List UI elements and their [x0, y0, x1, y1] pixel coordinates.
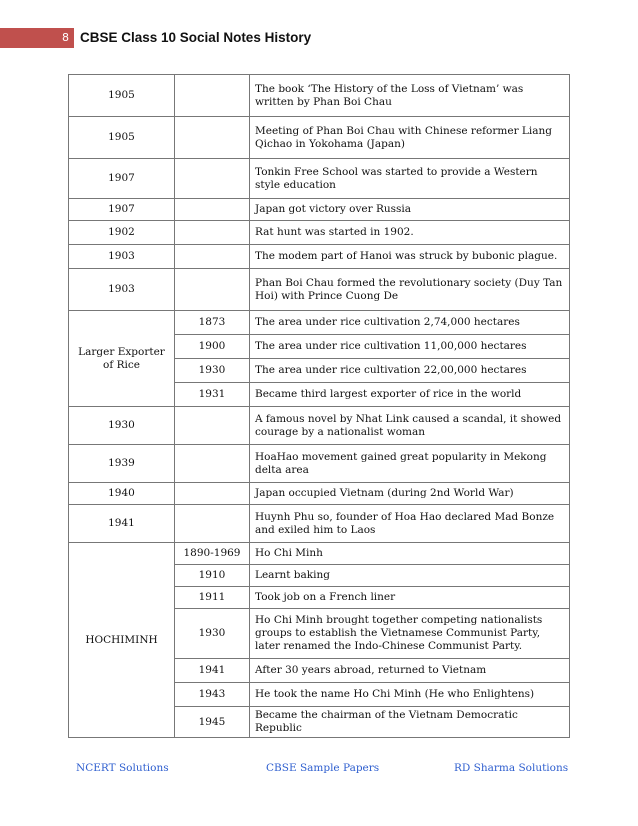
- event-cell: A famous novel by Nhat Link caused a scandal, it showed courage by a nationalist woman: [250, 407, 570, 445]
- ncert-solutions-link[interactable]: NCERT Solutions: [76, 762, 169, 774]
- year-cell: 1903: [69, 245, 175, 269]
- table-row: [69, 245, 570, 269]
- event-cell: After 30 years abroad, returned to Vietnam: [250, 659, 570, 683]
- event-cell: Meeting of Phan Boi Chau with Chinese reformer Liang Qichao in Yokohama (Japan): [250, 117, 570, 159]
- empty-cell: [175, 199, 250, 221]
- table-row: [69, 75, 570, 117]
- table-row: [69, 269, 570, 311]
- event-cell: Tonkin Free School was started to provide a Western style education: [250, 159, 570, 199]
- year-cell: 1930: [175, 609, 250, 659]
- table-row: [69, 483, 570, 505]
- page-header: [0, 28, 638, 48]
- year-cell: 1905: [69, 117, 175, 159]
- event-cell: Japan occupied Vietnam (during 2nd World War): [250, 483, 570, 505]
- table-row: [69, 505, 570, 543]
- event-cell: Became third largest exporter of rice in the world: [250, 383, 570, 407]
- page-footer: [0, 762, 638, 778]
- event-cell: He took the name Ho Chi Minh (He who Enlightens): [250, 683, 570, 707]
- table-row: [69, 159, 570, 199]
- empty-cell: [175, 269, 250, 311]
- year-cell: 1930: [69, 407, 175, 445]
- empty-cell: [175, 505, 250, 543]
- event-cell: The area under rice cultivation 11,00,000 hectares: [250, 335, 570, 359]
- event-cell: Japan got victory over Russia: [250, 199, 570, 221]
- rd-sharma-solutions-link[interactable]: RD Sharma Solutions: [454, 762, 569, 774]
- event-cell: Learnt baking: [250, 565, 570, 587]
- cbse-sample-papers-link[interactable]: CBSE Sample Papers: [266, 762, 380, 774]
- event-cell: Huynh Phu so, founder of Hoa Hao declared Mad Bonze and exiled him to Laos: [250, 505, 570, 543]
- empty-cell: [175, 75, 250, 117]
- empty-cell: [175, 245, 250, 269]
- year-cell: 1890-1969: [175, 543, 250, 565]
- year-cell: 1941: [69, 505, 175, 543]
- year-cell: 1930: [175, 359, 250, 383]
- year-cell: 1941: [175, 659, 250, 683]
- empty-cell: [175, 159, 250, 199]
- table-row: [69, 407, 570, 445]
- table-row: [69, 445, 570, 483]
- event-cell: Ho Chi Minh: [250, 543, 570, 565]
- event-cell: The area under rice cultivation 2,74,000 hectares: [250, 311, 570, 335]
- year-cell: 1945: [175, 707, 250, 738]
- year-cell: 1902: [69, 221, 175, 245]
- rice-group-label: Larger Exporter of Rice: [69, 311, 175, 407]
- empty-cell: [175, 407, 250, 445]
- year-cell: 1911: [175, 587, 250, 609]
- year-cell: 1900: [175, 335, 250, 359]
- year-cell: 1939: [69, 445, 175, 483]
- event-cell: The area under rice cultivation 22,00,000 hectares: [250, 359, 570, 383]
- event-cell: Phan Boi Chau formed the revolutionary society (Duy Tan Hoi) with Prince Cuong De: [250, 269, 570, 311]
- empty-cell: [175, 221, 250, 245]
- event-cell: HoaHao movement gained great popularity in Mekong delta area: [250, 445, 570, 483]
- page-title: CBSE Class 10 Social Notes History: [80, 30, 312, 45]
- table-row: [69, 543, 570, 565]
- empty-cell: [175, 483, 250, 505]
- event-cell: Rat hunt was started in 1902.: [250, 221, 570, 245]
- event-cell: Became the chairman of the Vietnam Democratic Republic: [250, 707, 570, 738]
- table-row: [69, 117, 570, 159]
- year-cell: 1907: [69, 159, 175, 199]
- year-cell: 1931: [175, 383, 250, 407]
- page-number: 8: [0, 28, 74, 48]
- year-cell: 1905: [69, 75, 175, 117]
- event-cell: Ho Chi Minh brought together competing nationalists groups to establish the Vietnamese Communist Party, later renamed the Indo-Chinese Communist Party.: [250, 609, 570, 659]
- year-cell: 1940: [69, 483, 175, 505]
- event-cell: The book ‘The History of the Loss of Vietnam’ was written by Phan Boi Chau: [250, 75, 570, 117]
- event-cell: Took job on a French liner: [250, 587, 570, 609]
- table-row: [69, 199, 570, 221]
- year-cell: 1873: [175, 311, 250, 335]
- table-row: [69, 311, 570, 335]
- table-row: [69, 221, 570, 245]
- year-cell: 1903: [69, 269, 175, 311]
- empty-cell: [175, 117, 250, 159]
- hochiminh-group-label: HOCHIMINH: [69, 543, 175, 738]
- event-cell: The modem part of Hanoi was struck by bubonic plague.: [250, 245, 570, 269]
- history-table: [68, 74, 570, 738]
- year-cell: 1910: [175, 565, 250, 587]
- year-cell: 1943: [175, 683, 250, 707]
- year-cell: 1907: [69, 199, 175, 221]
- empty-cell: [175, 445, 250, 483]
